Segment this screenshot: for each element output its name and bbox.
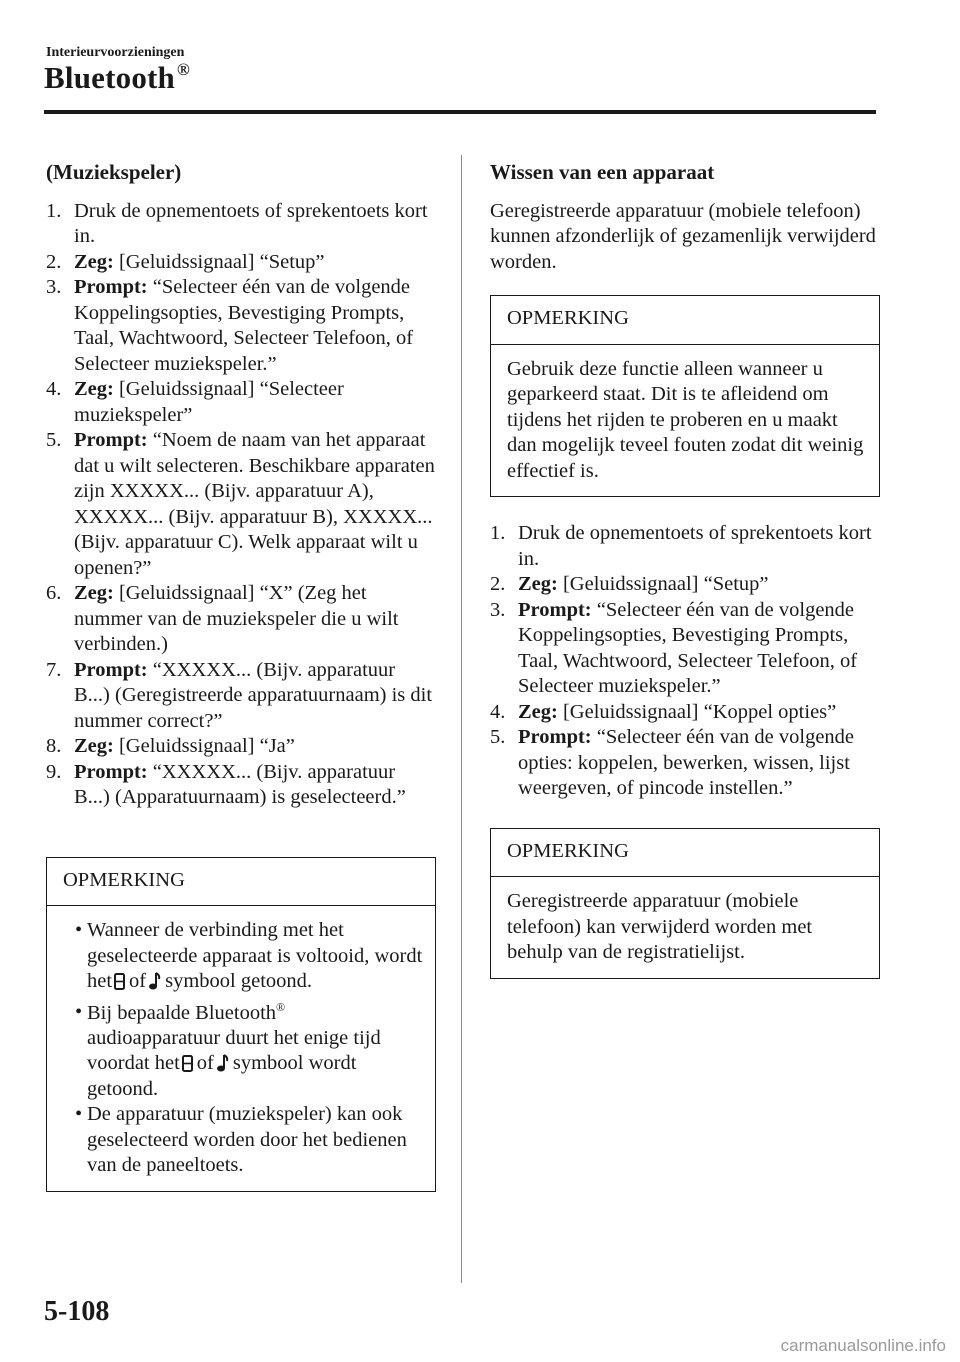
page-title xyxy=(44,60,190,96)
page-title-text: Bluetooth xyxy=(44,60,175,95)
music-player-steps xyxy=(46,199,436,811)
step-item: 5. Prompt: “Selecteer één van de volgende opties: koppelen, bewerken, wissen, lijst weergeven, of pincode instellen.” xyxy=(490,726,855,799)
note-bullet: • Wanneer de verbinding met het geselecteerde apparaat is voltooid, wordt het of symbool getoond. xyxy=(75,919,423,992)
music-note-icon xyxy=(216,1053,229,1072)
note-title: OPMERKING xyxy=(507,307,629,329)
phone-icon xyxy=(114,973,125,990)
right-column xyxy=(490,160,880,1003)
note-divider xyxy=(491,344,879,345)
note-box-registration-list xyxy=(490,828,880,979)
step-item: 4. Zeg: [Geluidssignaal] “Selecteer muziekspeler” xyxy=(46,378,344,426)
note-divider xyxy=(491,876,879,877)
note-title: OPMERKING xyxy=(507,839,629,862)
note-text: Geregistreerde apparatuur (mobiele telefoon) kan verwijderd worden met behulp van de registratielijst. xyxy=(507,890,813,963)
step-item: 1. Druk de opnementoets of sprekentoets kort in. xyxy=(490,522,872,570)
delete-device-steps xyxy=(490,521,880,802)
step-item: 9. Prompt: “XXXXX... (Bijv. apparatuur B...) (Apparatuurnaam) is geselecteerd.” xyxy=(46,760,406,808)
step-item: 1. Druk de opnementoets of sprekentoets kort in. xyxy=(46,199,428,247)
step-item: 3. Prompt: “Selecteer één van de volgende Koppelingsopties, Bevestiging Prompts, Taal, Wachtwoord, Selecteer Telefoon, of Selecteer muziekspeler.” xyxy=(46,276,414,375)
note-box-warning xyxy=(490,295,880,497)
watermark: carmanualsonline.info xyxy=(780,1336,946,1355)
page-number: 5-108 xyxy=(44,1296,110,1327)
left-column xyxy=(46,160,436,1216)
step-item: 2. Zeg: [Geluidssignaal] “Setup” xyxy=(46,250,325,273)
registered-mark: ® xyxy=(176,60,190,79)
step-item: 3. Prompt: “Selecteer één van de volgende Koppelingsopties, Bevestiging Prompts, Taal, Wachtwoord, Selecteer Telefoon, of Selecteer muziekspeler.” xyxy=(490,598,858,697)
section-label: Interieurvoorzieningen xyxy=(46,45,185,60)
note-text: Gebruik deze functie alleen wanneer u geparkeerd staat. Dit is te afleidend om tijdens het rijden te proberen en u maakt dan mogelijk teveel fouten zodat dit weinig effectief is. xyxy=(507,357,864,482)
step-item: 2. Zeg: [Geluidssignaal] “Setup” xyxy=(490,573,769,595)
note-title: OPMERKING xyxy=(63,868,185,891)
step-item: 6. Zeg: [Geluidssignaal] “X” (Zeg het nummer van de muziekspeler die u wilt verbinden.) xyxy=(46,582,399,655)
music-note-icon xyxy=(148,971,161,990)
step-item: 7. Prompt: “XXXXX... (Bijv. apparatuur B...) (Geregistreerde apparatuurnaam) is dit nummer correct?” xyxy=(46,658,433,732)
music-player-heading: (Muziekspeler) xyxy=(46,160,182,184)
note-divider xyxy=(47,905,435,906)
delete-device-intro: Geregistreerde apparatuur (mobiele telefoon) kunnen afzonderlijk of gezamenlijk verwijderd worden. xyxy=(490,199,876,273)
note-bullet: • De apparatuur (muziekspeler) kan ook geselecteerd worden door het bedienen van de paneeltoets. xyxy=(75,1103,407,1177)
note-bullet: • Bij bepaalde Bluetooth® audioapparatuur duurt het enige tijd voordat het of symbool wordt getoond. xyxy=(75,999,381,1100)
note-box-music-player xyxy=(46,857,436,1192)
step-item: 4. Zeg: [Geluidssignaal] “Koppel opties” xyxy=(490,700,837,723)
phone-icon xyxy=(182,1055,193,1072)
delete-device-heading: Wissen van een apparaat xyxy=(490,160,715,184)
column-divider xyxy=(461,155,462,1283)
title-rule xyxy=(44,110,876,114)
step-item: 8. Zeg: [Geluidssignaal] “Ja” xyxy=(46,735,295,757)
step-item: 5. Prompt: “Noem de naam van het apparaat dat u wilt selecteren. Beschikbare apparaten zijn XXXXX... (Bijv. apparatuur A), XXXXX... (Bijv. apparatuur B), XXXXX... (Bijv. apparatuur C). Welk apparaat wilt u openen?” xyxy=(46,429,435,579)
